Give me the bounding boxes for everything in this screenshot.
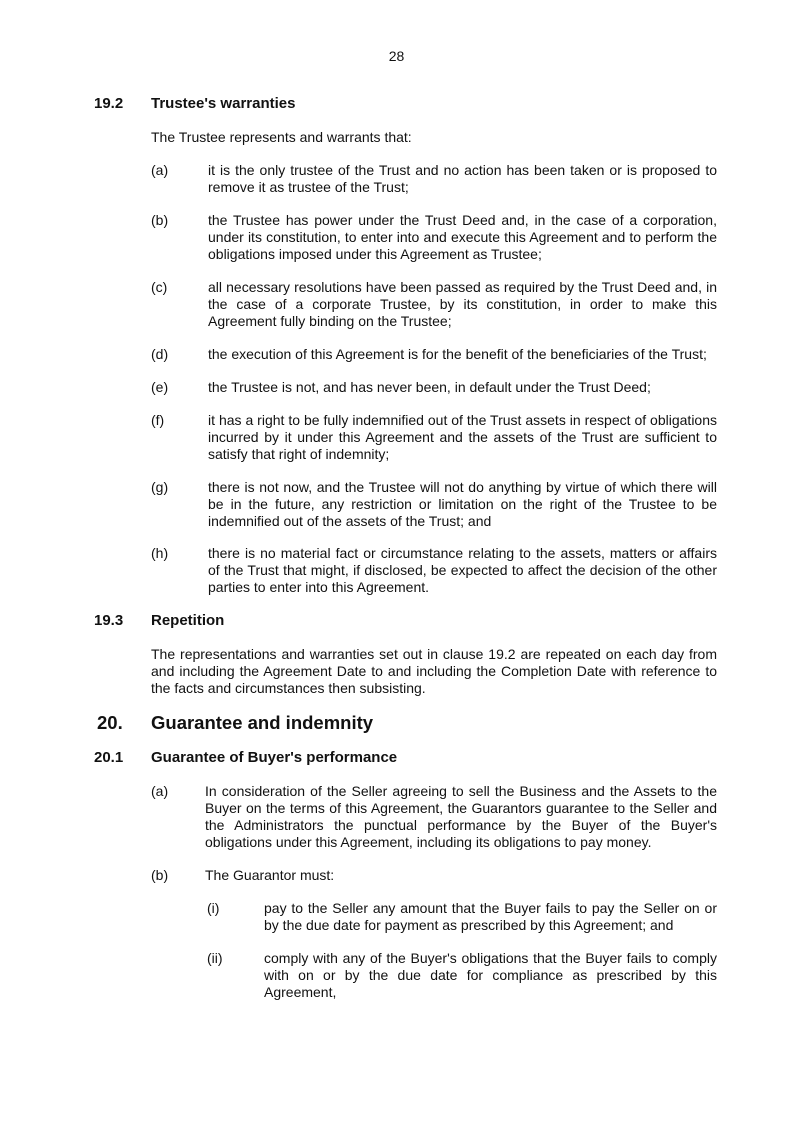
section-number-20-1: 20.1 bbox=[94, 749, 124, 766]
item-text: the Trustee has power under the Trust Deed and, in the case of a corporation, under its constitution, to enter into and execute this Agreement and to perform the obligations imposed under this Agreement as Trustee; bbox=[208, 212, 717, 262]
section-title-trustees-warranties: Trustee's warranties bbox=[151, 95, 296, 112]
section-title-guarantee-and-indemnity: Guarantee and indemnity bbox=[151, 712, 374, 733]
section-number-20: 20. bbox=[97, 712, 123, 733]
item-label: (b) bbox=[151, 867, 169, 883]
item-text: it is the only trustee of the Trust and no action has been taken or is proposed to remove it as trustee of the Trust; bbox=[208, 162, 717, 195]
section-title-guarantee-of-buyers-performance: Guarantee of Buyer's performance bbox=[151, 749, 398, 766]
item-label: (a) bbox=[151, 783, 169, 799]
section-intro: The Trustee represents and warrants that: bbox=[151, 129, 412, 145]
subitem-label: (i) bbox=[207, 900, 220, 916]
item-label: (e) bbox=[151, 379, 169, 395]
subitem-text: pay to the Seller any amount that the Buyer fails to pay the Seller on or by the due date for payment as prescribed by this Agreement; and bbox=[264, 900, 717, 933]
item-label: (g) bbox=[151, 479, 169, 495]
item-label: (h) bbox=[151, 545, 169, 561]
item-text: In consideration of the Seller agreeing to sell the Business and the Assets to the Buyer on the terms of this Agreement, the Guarantors guarantee to the Seller and the Administrators the punctual performance by the Buyer of the Buyer's obligations under this Agreement, including its obligations to pay money. bbox=[205, 783, 717, 850]
item-text: there is no material fact or circumstance relating to the assets, matters or affairs of the Trust that might, if disclosed, be expected to affect the decision of the other parties to enter into this Agreement. bbox=[208, 545, 717, 595]
item-text: all necessary resolutions have been passed as required by the Trust Deed and, in the case of a corporate Trustee, by its constitution, in order to make this Agreement fully binding on the Trustee; bbox=[208, 279, 717, 329]
item-label: (b) bbox=[151, 212, 169, 228]
item-text: it has a right to be fully indemnified out of the Trust assets in respect of obligations incurred by it under this Agreement and the assets of the Trust are sufficient to satisfy that right of indemnity; bbox=[208, 412, 717, 462]
item-text: The Guarantor must: bbox=[205, 867, 335, 883]
subitem-text: comply with any of the Buyer's obligations that the Buyer fails to comply with on or by the due date for compliance as prescribed by this Agreement, bbox=[264, 950, 717, 1000]
item-text: the Trustee is not, and has never been, in default under the Trust Deed; bbox=[208, 379, 651, 395]
item-label: (c) bbox=[151, 279, 168, 295]
section-title-repetition: Repetition bbox=[151, 612, 225, 629]
page-number: 28 bbox=[388, 48, 405, 64]
section-body: The representations and warranties set out in clause 19.2 are repeated on each day from and including the Agreement Date to and including the Completion Date with reference to the facts and circumstances then subsisting. bbox=[151, 646, 717, 696]
section-number-19-3: 19.3 bbox=[94, 612, 124, 629]
subitem-label: (ii) bbox=[207, 950, 223, 966]
item-label: (f) bbox=[151, 412, 165, 428]
item-text: there is not now, and the Trustee will not do anything by virtue of which there will be in the future, any restriction or limitation on the right of the Trustee to be indemnified out of the assets of the Trust; and bbox=[208, 479, 717, 529]
item-text: the execution of this Agreement is for the benefit of the beneficiaries of the Trust; bbox=[208, 346, 707, 362]
item-label: (a) bbox=[151, 162, 169, 178]
item-label: (d) bbox=[151, 346, 169, 362]
section-number-19-2: 19.2 bbox=[94, 95, 124, 112]
